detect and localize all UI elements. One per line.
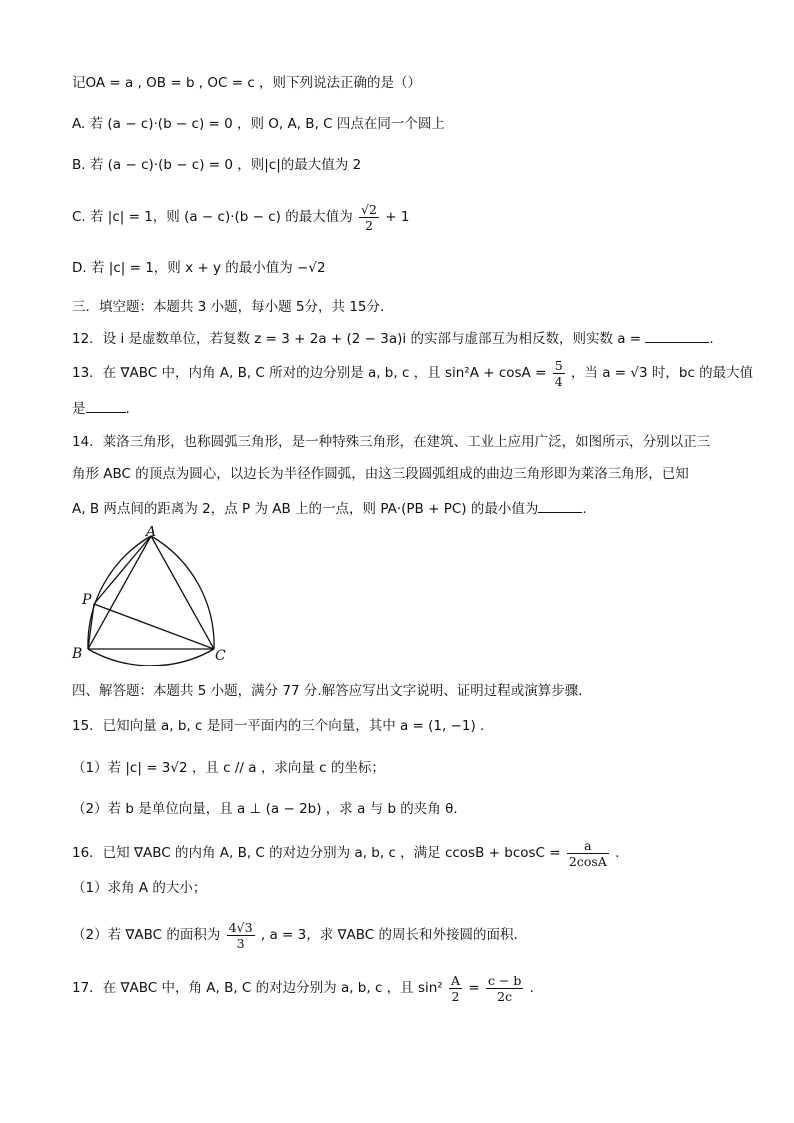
question-15-part2: （2）若 b 是单位向量，且 a ⊥ (a − 2b) ，求 a 与 b 的夹角 θ. [72,801,458,817]
question-text-after: . [529,980,534,996]
question-text: 12．设 i 是虚数单位，若复数 z = 3 + 2a + (2 − 3a)i 的实部与虚部互为相反数，则实数 a = [72,331,642,347]
question-12: 12．设 i 是虚数单位，若复数 z = 3 + 2a + (2 − 3a)i 的实部与虚部互为相反数，则实数 a = . [72,328,754,349]
question-text: 17．在 ∇ABC 中，角 A, B, C 的对边分别为 a, b, c ，且 sin² [72,980,443,996]
question-13 [72,356,754,390]
answer-blank [86,398,126,413]
question-text: （2）若 ∇ABC 的面积为 [72,927,221,943]
question-text-after: ，当 a = √3 时，bc 的最大值 [570,365,754,381]
arc-bc [88,649,214,666]
question-intro: 记OA = a , OB = b , OC = c ，则下列说法正确的是（） [72,75,422,91]
option-prefix: D. [72,260,87,276]
fraction: $\frac{c - b}{2c}$ [487,972,522,1004]
question-text: 16．已知 ∇ABC 的内角 A, B, C 的对边分别为 a, b, c ，满足 ccosB + bcosC = [72,845,561,861]
segment-ca [151,536,214,649]
question-text: A, B 两点间的距离为 2，点 P 为 AB 上的一点，则 PA·(PB + PC) 的最小值为 [72,501,539,517]
question-text-after: . [615,845,620,861]
option-a [72,114,754,134]
question-text-after: , a = 3，求 ∇ABC 的周长和外接圆的面积. [260,927,518,943]
option-prefix: B. [72,157,86,173]
question-16-part1: （1）求角 A 的大小； [72,880,207,896]
segment-ab [88,536,151,649]
option-b [72,155,754,175]
option-text-after: + 1 [385,209,410,225]
label-a: A [146,526,157,540]
option-c [72,200,754,234]
fraction: $\frac{A}{2}$ [451,972,461,1004]
question-16-part2 [72,916,754,954]
question-14-line1: 14．莱洛三角形，也称圆弧三角形，是一种特殊三角形，在建筑、工业上应用广泛，如图所示，分别以正三 [72,434,711,450]
question-13-line2: 是 . [72,398,754,419]
question-text: 13．在 ∇ABC 中，内角 A, B, C 所对的边分别是 a, b, c ，且 sin²A + cosA = [72,365,547,381]
fraction: $\frac{4√3}{3}$ [228,919,253,951]
question-text: 是 [72,401,86,417]
option-text: 若 (a − c)·(b − c) = 0 ，则 O, A, B, C 四点在同一个圆上 [89,116,445,132]
option-prefix: C. [72,209,86,225]
question-17-stem [72,969,754,1007]
answer-blank [645,328,709,343]
fraction: $\frac{5}{4}$ [554,357,563,389]
label-p: P [82,592,92,608]
question-16-stem [72,834,754,872]
option-text: 若 |c| = 1，则 x + y 的最小值为 −√2 [90,260,326,276]
option-prefix: A. [72,116,86,132]
fraction: $\frac{a}{2\cos A}$ [568,837,607,869]
option-d [72,258,754,278]
option-text: 若 |c| = 1，则 (a − c)·(b − c) 的最大值为 [90,209,353,225]
section-3-heading: 三．填空题：本题共 3 小题，每小题 5分，共 15分. [72,299,385,315]
question-14-line3: A, B 两点间的距离为 2，点 P 为 AB 上的一点，则 PA·(PB + PC) 的最小值为 . [72,498,754,519]
section-4-heading: 四、解答题：本题共 5 小题，满分 77 分.解答应写出文字说明、证明过程或演算步骤. [72,683,583,699]
option-text: 若 (a − c)·(b − c) = 0 ，则|c|的最大值为 2 [89,157,362,173]
equals-sign: = [468,980,480,996]
reuleaux-triangle-figure [66,526,236,666]
fraction: $\frac{√2}{2}$ [361,201,377,233]
answer-blank [538,498,582,513]
label-c: C [215,648,226,664]
question-15-part1: （1）若 |c| = 3√2 ，且 c // a ，求向量 c 的坐标； [72,760,385,776]
segment-pc [94,604,214,649]
label-b: B [72,646,83,662]
segment-pa [94,536,151,604]
question-14-line2: 角形 ABC 的顶点为圆心，以边长为半径作圆弧，由这三段圆弧组成的曲边三角形即为莱洛三角形，已知 [72,466,689,482]
question-15-stem: 15．已知向量 a, b, c 是同一平面内的三个向量，其中 a = (1, −1) . [72,718,485,734]
